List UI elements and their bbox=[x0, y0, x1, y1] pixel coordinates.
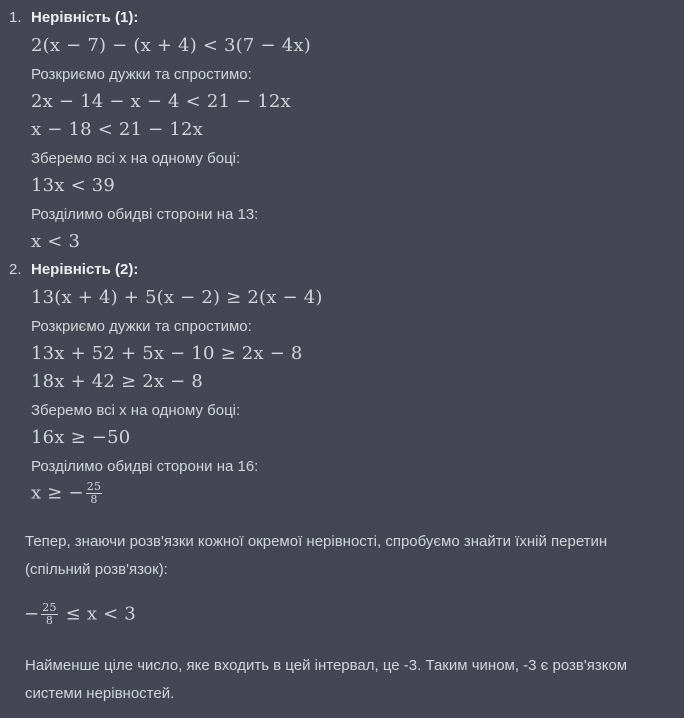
step-1-equation-expanded: 2x − 14 − x − 4 < 21 − 12x bbox=[31, 91, 291, 112]
conclusion-paragraph: Найменше ціле число, яке входить в цей інтервал, це -3. Таким чином, -3 є розв'язком системи нерівностей. bbox=[25, 657, 628, 702]
interval-suffix: ≤ x < 3 bbox=[59, 603, 136, 625]
solution-interval bbox=[24, 602, 136, 627]
step-2-expand-label: Розкриємо дужки та спростимо: bbox=[31, 318, 252, 335]
interval-fraction bbox=[41, 602, 57, 627]
step-2-collect-label: Зберемо всі x на одному боці: bbox=[31, 402, 241, 419]
step-1-equation-collected: 13x < 39 bbox=[31, 175, 116, 196]
fraction-denominator: 8 bbox=[90, 493, 98, 506]
step-2-result-prefix: x ≥ − bbox=[31, 482, 84, 504]
step-1-collect-label: Зберемо всі x на одному боці: bbox=[31, 150, 241, 167]
interval-fraction-denominator: 8 bbox=[45, 614, 54, 627]
step-1-expand-label: Розкриємо дужки та спростимо: bbox=[31, 66, 252, 83]
step-1-equation-result: x < 3 bbox=[31, 231, 81, 252]
interval-fraction-numerator: 25 bbox=[42, 601, 57, 614]
step-2-equation-expanded: 13x + 52 + 5x − 10 ≥ 2x − 8 bbox=[31, 343, 303, 364]
intersection-paragraph: Тепер, знаючи розв'язки кожної окремої нерівності, спробуємо знайти їхній перетин (спільний розв'язок): bbox=[25, 533, 608, 578]
list-number-1: 1. bbox=[9, 9, 22, 26]
interval-prefix: − bbox=[24, 603, 40, 625]
step-1-heading: Нерівність (1): bbox=[31, 9, 139, 26]
step-2-equation-collected: 16x ≥ −50 bbox=[31, 427, 131, 448]
fraction bbox=[86, 481, 102, 506]
fraction-numerator: 25 bbox=[86, 480, 102, 493]
list-number-2: 2. bbox=[9, 261, 22, 278]
step-2-equation-result bbox=[31, 481, 104, 506]
step-1-equation-simplified: x − 18 < 21 − 12x bbox=[31, 119, 203, 140]
step-2-divide-label: Розділимо обидві сторони на 16: bbox=[31, 458, 259, 475]
step-2-equation-original: 13(x + 4) + 5(x − 2) ≥ 2(x − 4) bbox=[31, 287, 323, 308]
step-2-heading: Нерівність (2): bbox=[31, 261, 139, 278]
step-1-divide-label: Розділимо обидві сторони на 13: bbox=[31, 206, 259, 223]
step-1-equation-original: 2(x − 7) − (x + 4) < 3(7 − 4x) bbox=[31, 35, 311, 56]
step-2-equation-simplified: 18x + 42 ≥ 2x − 8 bbox=[31, 371, 203, 392]
